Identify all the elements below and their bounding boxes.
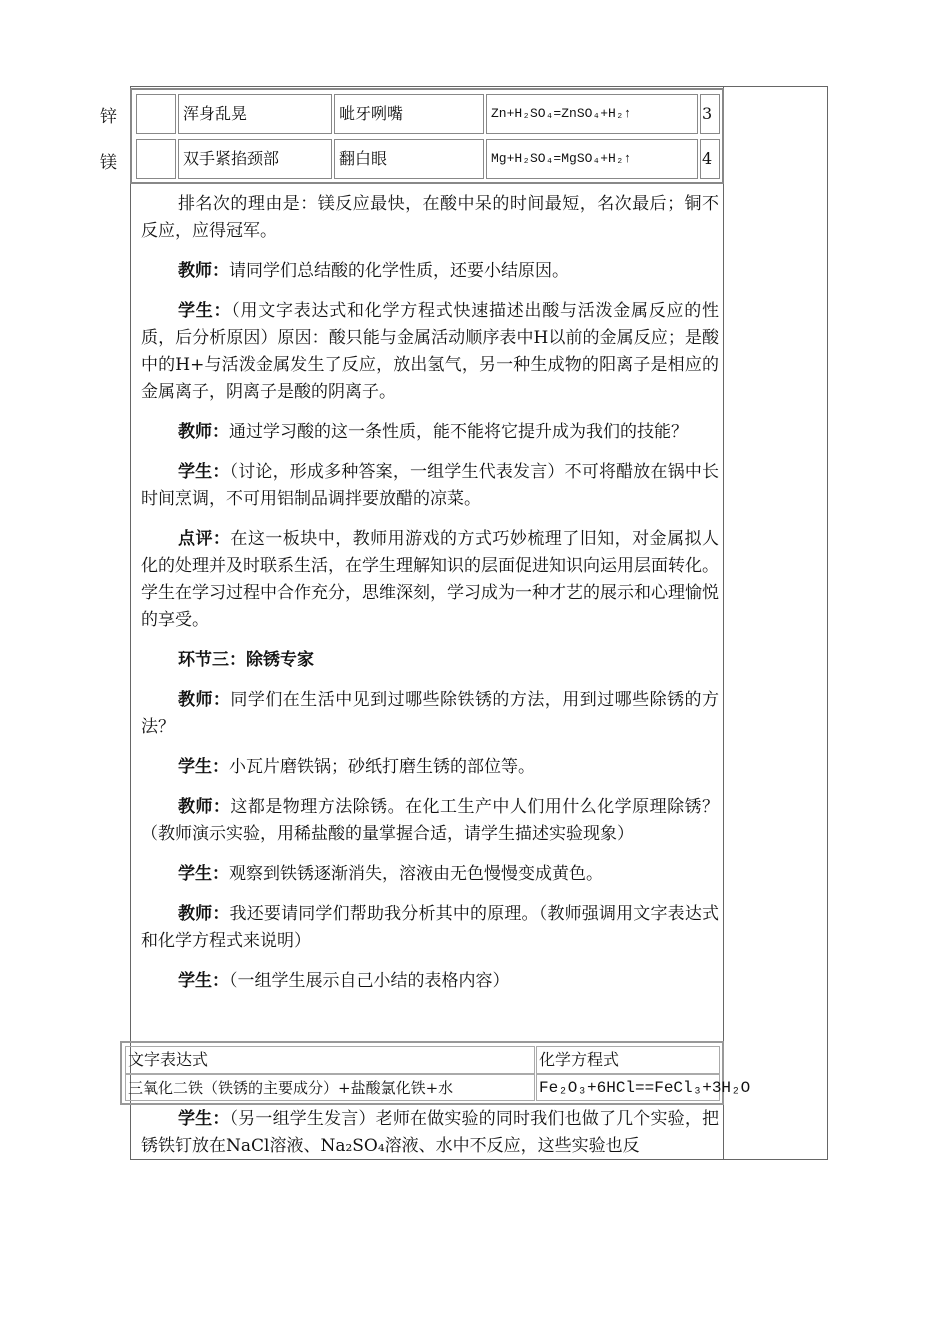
speaker-label: 学生： bbox=[178, 757, 229, 777]
paragraph-text: （用文字表达式和化学方程式快速描述出酸与活泼金属反应的性质，后分析原因）原因：酸只能与金属活动顺序表中H以前的金属反应；是酸中的H+与活泼金属发生了反应，放出氢气，另一种生成物的阳离子是相应的金属离子，阴离子是酸的阴离子。 bbox=[141, 301, 719, 402]
final-paragraph-block bbox=[141, 1106, 719, 1160]
paragraph-text: 小瓦片磨铁锅；砂纸打磨生锈的部位等。 bbox=[229, 757, 535, 777]
paragraph bbox=[141, 298, 719, 406]
speaker-label: 学生： bbox=[178, 1109, 230, 1129]
summary-header-chemical-equation: 化学方程式 bbox=[536, 1046, 720, 1074]
table-cell-equation: Zn+H₂SO₄=ZnSO₄+H₂↑ bbox=[486, 94, 698, 134]
speaker-label: 教师： bbox=[178, 797, 231, 817]
summary-header-word-expression: 文字表达式 bbox=[125, 1046, 535, 1074]
paragraph-text: （一组学生展示自己小结的表格内容） bbox=[229, 971, 510, 991]
speaker-label: 学生： bbox=[178, 462, 230, 482]
paragraph bbox=[141, 687, 719, 741]
table-row-blank-cell bbox=[136, 139, 176, 179]
speaker-label: 教师： bbox=[178, 904, 230, 924]
table-cell-action: 双手紧掐颈部 bbox=[178, 139, 332, 179]
table-cell-rank: 3 bbox=[700, 94, 720, 134]
paragraph-text: 这都是物理方法除锈。在化工生产中人们用什么化学原理除锈？（教师演示实验，用稀盐酸的量掌握合适，请学生描述实验现象） bbox=[141, 797, 720, 844]
summary-table bbox=[120, 1041, 751, 1105]
speaker-label: 点评： bbox=[178, 529, 231, 549]
speaker-label: 学生： bbox=[178, 864, 229, 884]
paragraph bbox=[141, 794, 719, 848]
paragraph-text: （讨论，形成多种答案，一组学生代表发言）不可将醋放在锅中长时间烹调，不可用铝制品调拌要放醋的凉菜。 bbox=[141, 462, 720, 509]
paragraph-text: （另一组学生发言）老师在做实验的同时我们也做了几个实验，把锈铁钉放在NaCl溶液、Na₂SO₄溶液、水中不反应，这些实验也反 bbox=[141, 1109, 720, 1156]
paragraph bbox=[141, 419, 719, 446]
summary-cell-chemical-equation: Fe₂O₃+6HCl==FeCl₃+3H₂O bbox=[536, 1074, 720, 1101]
table-cell-expression: 呲牙咧嘴 bbox=[334, 94, 484, 134]
frame-divider bbox=[723, 86, 724, 1160]
table-cell-equation: Mg+H₂SO₄=MgSO₄+H₂↑ bbox=[486, 139, 698, 179]
paragraph-text: 通过学习酸的这一条性质，能不能将它提升成为我们的技能？ bbox=[229, 422, 688, 442]
paragraph bbox=[141, 754, 719, 781]
paragraph bbox=[141, 191, 719, 245]
speaker-label: 学生： bbox=[178, 971, 229, 991]
speaker-label: 学生： bbox=[178, 301, 232, 321]
metal-label-zinc: 锌 bbox=[100, 107, 117, 127]
table-cell-action: 浑身乱晃 bbox=[178, 94, 332, 134]
speaker-label: 教师： bbox=[178, 261, 229, 281]
table-row-blank-cell bbox=[136, 94, 176, 134]
summary-cell-word-expression: 三氧化二铁（铁锈的主要成分）+盐酸氯化铁+水 bbox=[125, 1074, 535, 1101]
paragraph bbox=[141, 968, 719, 995]
paragraph-text: 请同学们总结酸的化学性质，还要小结原因。 bbox=[229, 261, 569, 281]
paragraph bbox=[141, 647, 719, 674]
paragraph bbox=[141, 901, 719, 955]
paragraph-text: 我还要请同学们帮助我分析其中的原理。（教师强调用文字表达式和化学方程式来说明） bbox=[141, 904, 720, 951]
paragraph bbox=[141, 459, 719, 513]
speaker-label: 教师： bbox=[178, 690, 231, 710]
metal-reaction-table bbox=[130, 88, 724, 184]
paragraph-text: 排名次的理由是：镁反应最快，在酸中呆的时间最短，名次最后；铜不反应，应得冠军。 bbox=[141, 194, 719, 241]
lesson-body bbox=[141, 191, 719, 1008]
paragraph-text: 同学们在生活中见到过哪些除铁锈的方法，用到过哪些除锈的方法？ bbox=[141, 690, 720, 737]
paragraph bbox=[141, 526, 719, 634]
table-cell-expression: 翻白眼 bbox=[334, 139, 484, 179]
paragraph bbox=[141, 258, 719, 285]
speaker-label: 教师： bbox=[178, 422, 229, 442]
paragraph bbox=[141, 861, 719, 888]
table-cell-rank: 4 bbox=[700, 139, 720, 179]
paragraph-text: 观察到铁锈逐渐消失，溶液由无色慢慢变成黄色。 bbox=[229, 864, 603, 884]
final-paragraph bbox=[141, 1106, 719, 1160]
metal-label-magnesium: 镁 bbox=[100, 153, 117, 173]
speaker-label: 环节三：除锈专家 bbox=[178, 650, 314, 670]
paragraph-text: 在这一板块中，教师用游戏的方式巧妙梳理了旧知，对金属拟人化的处理并及时联系生活，在学生理解知识的层面促进知识向运用层面转化。学生在学习过程中合作充分，思维深刻，学习成为一种才艺的展示和心理愉悦的享受。 bbox=[141, 529, 720, 630]
